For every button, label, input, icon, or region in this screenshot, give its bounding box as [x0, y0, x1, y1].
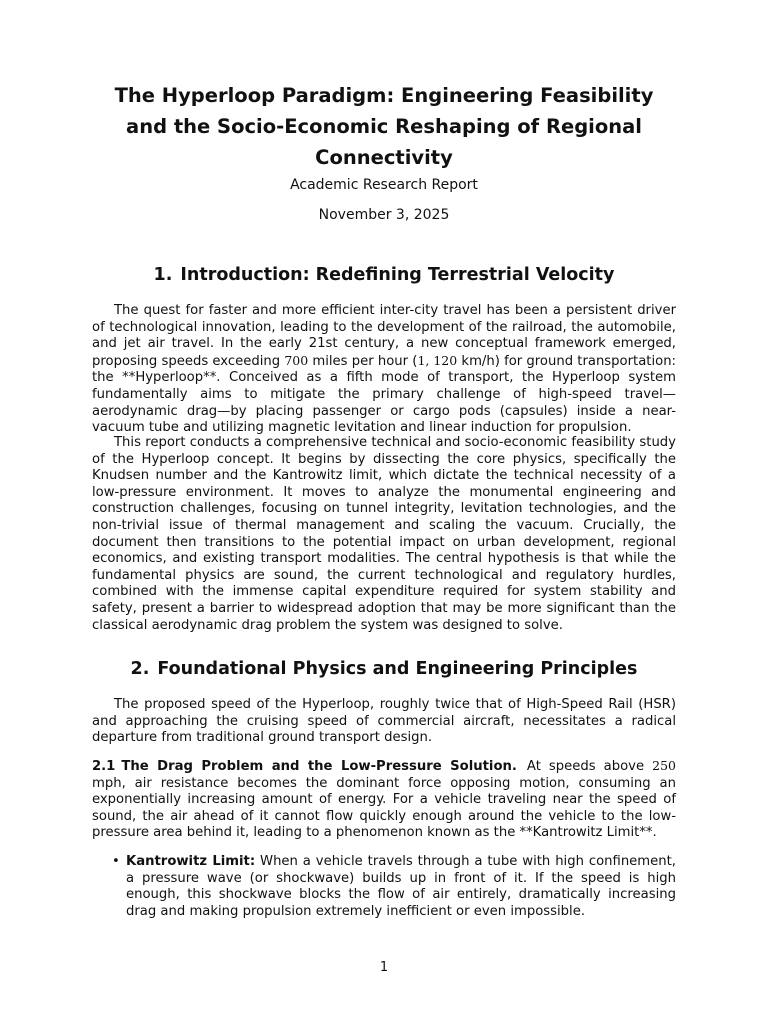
physics-intro-paragraph: [92, 697, 676, 747]
document-subtitle: Academic Research Report: [290, 177, 478, 193]
section-heading-physics: [92, 657, 676, 681]
document-date: November 3, 2025: [318, 207, 450, 223]
bullet-icon: •: [112, 854, 120, 869]
paragraph-text: The proposed speed of the Hyperloop, roughly twice that of High-Speed Rail (HSR) and approaching the cruising speed of commercial aircraft, necessitates a radical departure from traditional ground transport design.: [92, 697, 676, 746]
bullet-term: Kantrowitz Limit:: [126, 854, 256, 869]
section-number: 1.: [153, 265, 173, 285]
list-item: [112, 854, 676, 920]
math-value: 250: [652, 758, 677, 773]
paragraph-text: The quest for faster and more efficient inter-city travel has been a persistent driver of technological innovation, leading to the development of the railroad, the automobile, and jet air travel. In the early 21st century, a new conceptual framework emerged, proposing speeds exceeding: [92, 303, 676, 369]
bullet-text: When a vehicle travels through a tube with high confinement, a pressure wave (or shockwave) builds up in front of it. If the speed is high enough, this shockwave blocks the flow of air entirely, dramatically increasing drag and making propulsion extremely inefficient or even impossible.: [126, 854, 676, 919]
math-value: 1, 120: [417, 352, 458, 368]
section-title: Foundational Physics and Engineering Principles: [157, 659, 638, 679]
section-number: 2.: [130, 659, 150, 679]
section-title: Introduction: Redefining Terrestrial Velocity: [180, 265, 615, 285]
paragraph-text: This report conducts a comprehensive technical and socio-economic feasibility study of the Hyperloop concept. It begins by dissecting the core physics, specifically the Knudsen number and the Kantrowitz limit, which dictate the technical necessity of a low-pressure environment. It moves to analyze the monumental engineering and construction challenges, focusing on tunnel integrity, levitation technologies, and the non-trivial issue of thermal management and scaling the vacuum. Crucially, the document then transitions to the potential impact on urban development, regional economics, and existing transport modalities. The central hypothesis is that while the fundamental physics are sound, the current technological and regulatory hurdles, combined with the immense capital expenditure required for system stability and safety, present a barrier to widespread adoption that may be more significant than the classical aerodynamic drag problem the system was designed to solve.: [92, 435, 676, 633]
page-number: 1: [379, 960, 389, 975]
math-value: 700: [284, 352, 309, 368]
paragraph-text: km/h) for ground transportation: the **Hyperloop**. Conceived as a fifth mode of transport, the Hyperloop system fundamentally aims to mitigate the primary challenge of high-speed travel—aerodynamic drag—by placing passenger or cargo pods (capsules) inside a near-vacuum tube and utilizing magnetic levitation and linear induction for propulsion.: [92, 353, 676, 436]
bullet-list: [112, 854, 676, 920]
subsection-heading: [92, 759, 517, 774]
subsection-number: 2.1: [92, 759, 116, 774]
subsection-2-1-paragraph: [92, 758, 676, 842]
intro-paragraph-2: [92, 435, 676, 634]
paragraph-text: mph, air resistance becomes the dominant force opposing motion, consuming an exponentially increasing amount of energy. For a vehicle traveling near the speed of sound, the air ahead of it cannot flow quickly enough around the vehicle to the low-pressure area behind it, leading to a phenomenon known as the **Kantrowitz Limit**.: [92, 775, 676, 841]
paragraph-text: miles per hour (: [308, 353, 418, 369]
paragraph-text: At speeds above: [526, 759, 653, 774]
subsection-title: The Drag Problem and the Low-Pressure Solution.: [121, 759, 517, 774]
document-title: The Hyperloop Paradigm: Engineering Feasibility and the Socio-Economic Reshaping of Regional Connectivity: [114, 84, 654, 169]
intro-paragraph-1: [92, 303, 676, 437]
section-heading-introduction: [92, 263, 676, 287]
